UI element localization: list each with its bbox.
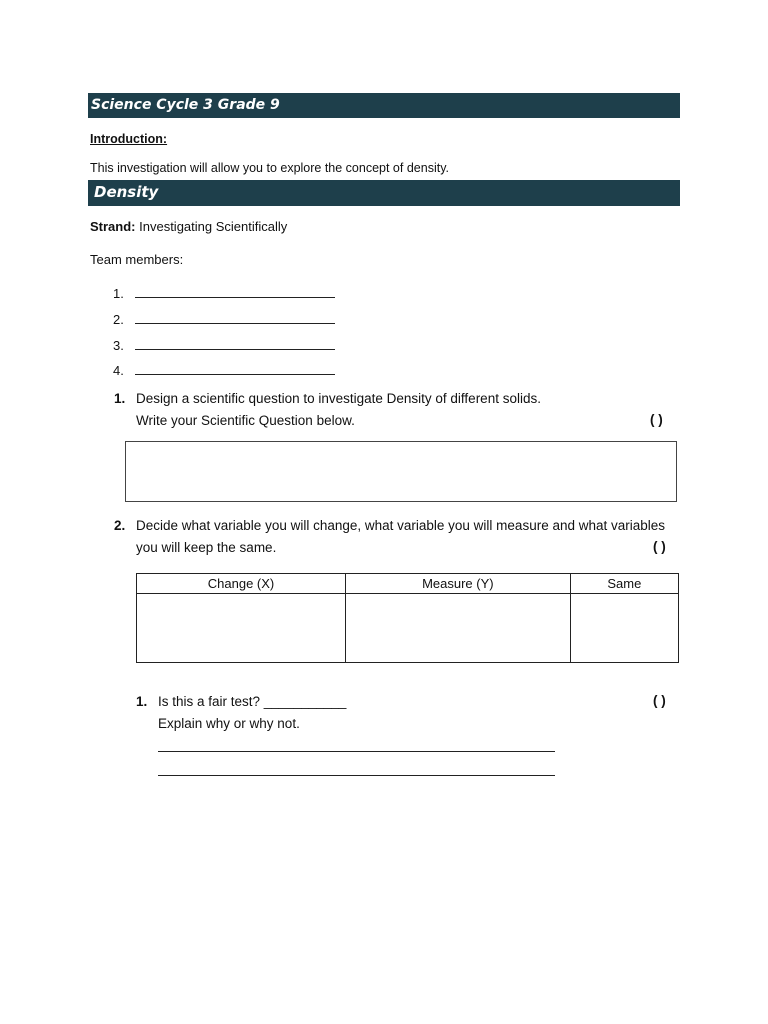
question-1-line-2: Write your Scientific Question below.	[136, 413, 355, 428]
team-member-blank[interactable]	[135, 312, 335, 324]
team-member-number: 4.	[113, 363, 124, 378]
table-header-change: Change (X)	[137, 574, 346, 594]
team-member-line-3[interactable]	[113, 338, 335, 353]
question-2-line-1: Decide what variable you will change, what variable you will measure and what variables	[136, 518, 666, 533]
explanation-answer-line-2[interactable]	[158, 775, 555, 776]
strand-line	[90, 219, 287, 234]
table-cell-same[interactable]	[570, 594, 678, 663]
question-number: 1.	[114, 391, 126, 406]
question-fair-test	[136, 691, 347, 735]
table-cell-measure[interactable]	[346, 594, 571, 663]
question-fair-test-line-2: Explain why or why not.	[158, 716, 300, 731]
question-2-marks: ( )	[653, 539, 666, 554]
section-title-banner	[88, 180, 680, 206]
page-title: Science Cycle 3 Grade 9	[91, 97, 280, 113]
introduction-text: This investigation will allow you to explore the concept of density.	[90, 161, 449, 175]
question-fair-test-marks: ( )	[653, 693, 666, 708]
table-header-same: Same	[570, 574, 678, 594]
team-member-number: 2.	[113, 312, 124, 327]
introduction-heading: Introduction:	[90, 132, 168, 146]
page-title-banner	[88, 93, 680, 118]
table-row	[137, 594, 679, 663]
table-header-row	[137, 574, 679, 594]
team-members-label: Team members:	[90, 252, 184, 267]
team-member-line-2[interactable]	[113, 312, 335, 327]
scientific-question-answer-box[interactable]	[125, 441, 677, 502]
question-number: 1.	[136, 694, 148, 709]
question-fair-test-line-1: Is this a fair test? ___________	[158, 694, 347, 709]
question-number: 2.	[114, 518, 126, 533]
team-member-blank[interactable]	[135, 338, 335, 350]
team-member-blank[interactable]	[135, 363, 335, 375]
question-1	[114, 388, 541, 432]
question-2	[114, 515, 666, 559]
strand-label: Strand:	[90, 219, 136, 234]
explanation-answer-line-1[interactable]	[158, 751, 555, 752]
strand-value: Investigating Scientifically	[139, 219, 288, 234]
section-title: Density	[94, 183, 159, 201]
team-member-line-4[interactable]	[113, 363, 335, 378]
question-2-line-2: you will keep the same.	[136, 540, 277, 555]
question-1-marks: ( )	[650, 412, 663, 427]
variables-table	[136, 573, 679, 663]
table-cell-change[interactable]	[137, 594, 346, 663]
team-member-line-1[interactable]	[113, 286, 335, 301]
table-header-measure: Measure (Y)	[346, 574, 571, 594]
team-member-number: 3.	[113, 338, 124, 353]
team-member-number: 1.	[113, 286, 124, 301]
question-1-line-1: Design a scientific question to investigate Density of different solids.	[136, 391, 541, 406]
team-member-blank[interactable]	[135, 286, 335, 298]
